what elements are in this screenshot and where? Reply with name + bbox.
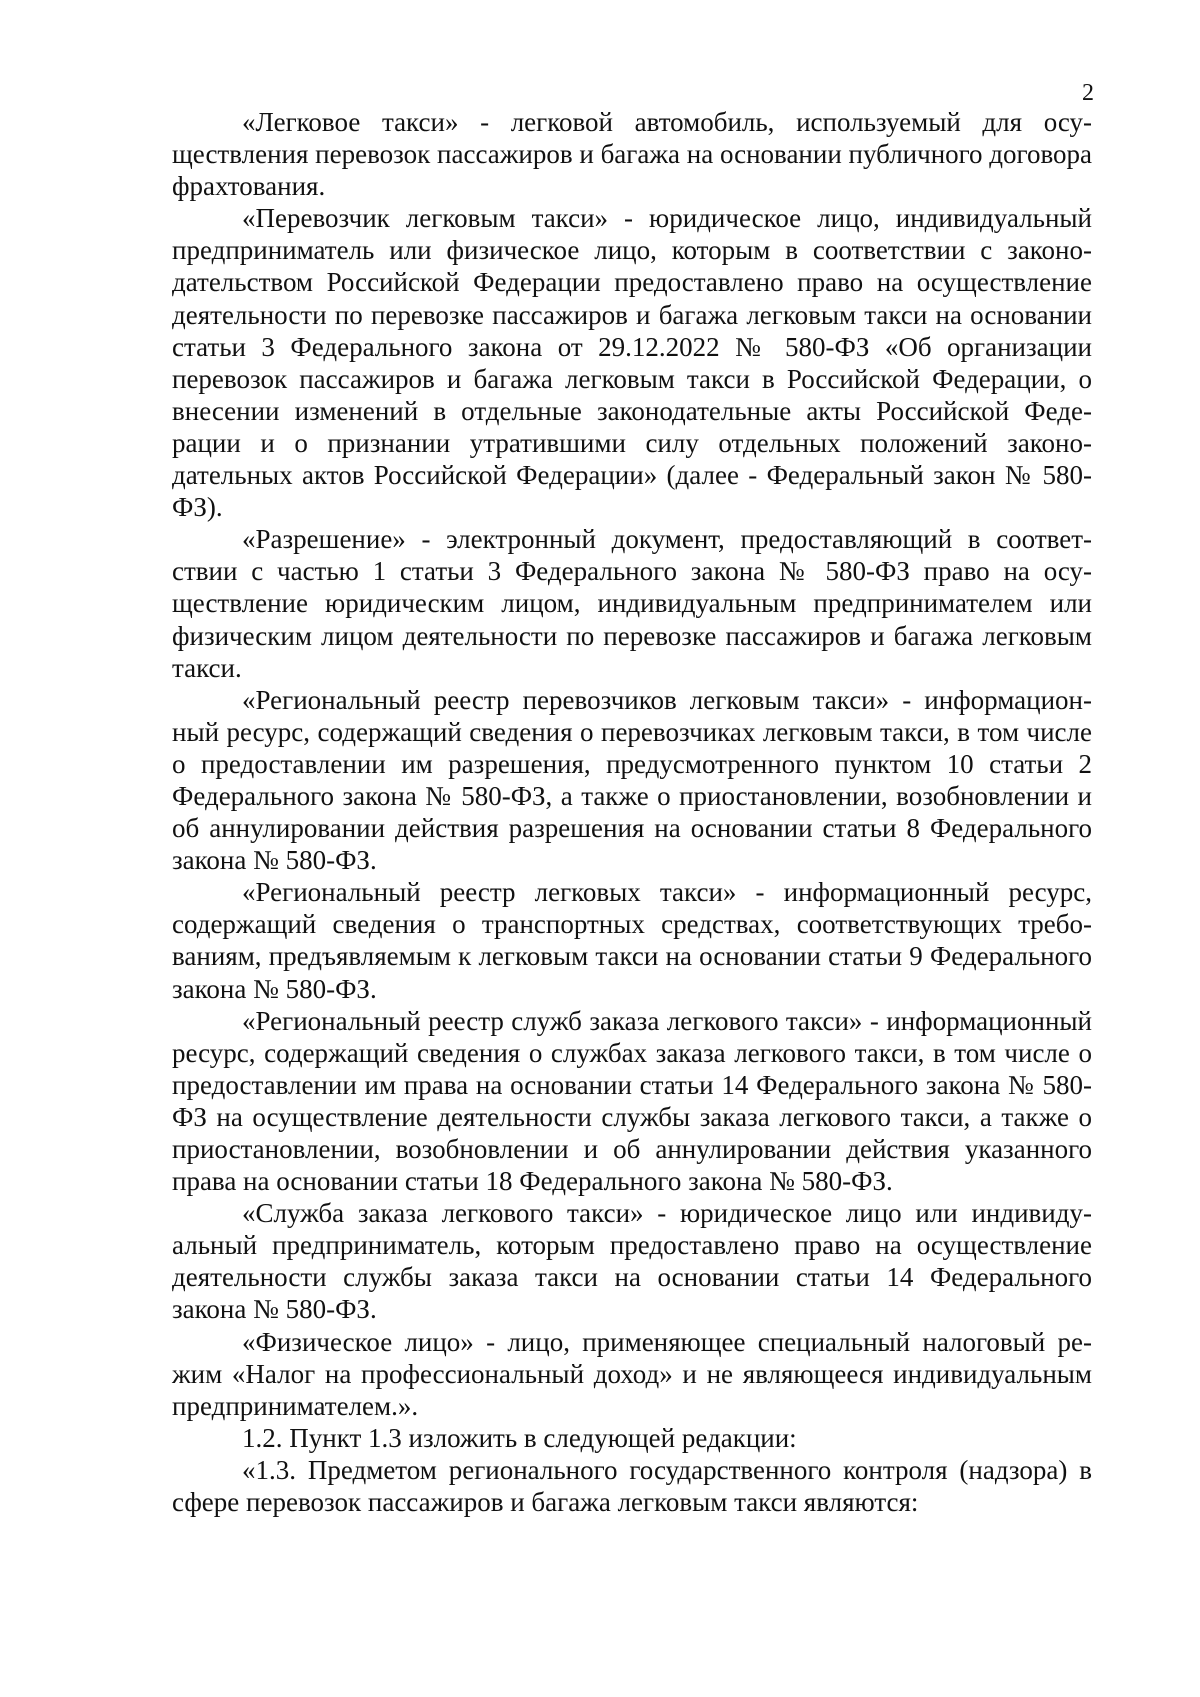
definition-carrier-registry: «Региональный реестр перевозчиков легковым такси» - информационный ресурс, содержащий сведения о перевозчиках легковым такси, в том числе о предоставлении им разрешения, предусмотренного пунктом 10 статьи 2 Федерального закона № 580-ФЗ, а также о приостановлении, возобновлении и об аннулировании действия разрешения на основании статьи 8 Федерального закона № 580-ФЗ.: [172, 684, 1092, 876]
page-number: 2: [1082, 80, 1094, 106]
definition-dispatch-service-registry: «Региональный реестр служб заказа легкового такси» - информационный ресурс, содержащий сведения о службах заказа легкового такси, в том числе о предоставлении им права на основании статьи 14 Федерального закона № 580-ФЗ на осуществление деятельности службы заказа легкового такси, а также о приостановлении, возобновлении и об аннулировании действия указанного права на основании статьи 18 Федерального закона № 580-ФЗ.: [172, 1005, 1092, 1197]
definition-passenger-taxi: «Легковое такси» - легковой автомобиль, используемый для осуществления перевозок пассажиров и багажа на основании публичного договора фрахтования.: [172, 107, 1092, 202]
amendment-clause: 1.2. Пункт 1.3 изложить в следующей редакции:: [242, 1422, 797, 1453]
clause-1-3-text: «1.3. Предметом регионального государственного контроля (надзора) в сфере перевозок пассажиров и багажа легковым такси являются:: [172, 1454, 1092, 1518]
document-body: [172, 106, 1092, 1518]
definition-taxi-registry: «Региональный реестр легковых такси» - информационный ресурс, содержащий сведения о транспортных средствах, соответствующих требованиям, предъявляемым к легковым такси на основании статьи 9 Федерального закона № 580-ФЗ.: [172, 877, 1092, 1004]
definition-taxi-carrier: «Перевозчик легковым такси» - юридическое лицо, индивидуальный предприниматель или физическое лицо, которым в соответствии с законодательством Российской Федерации предоставлено право на осуществление деятельности по перевозке пассажиров и багажа легковым такси на основании статьи 3 Федерального закона от 29.12.2022 № 580-ФЗ «Об организации перевозок пассажиров и багажа легковым такси в Российской Федерации, о внесении изменений в отдельные законодательные акты Российской Федерации и о признании утратившими силу отдельных положений законодательных актов Российской Федерации» (далее - Федеральный закон № 580-ФЗ).: [172, 203, 1092, 523]
definition-dispatch-service: «Служба заказа легкового такси» - юридическое лицо или индивидуальный предприниматель, которым предоставлено право на осуществление деятельности службы заказа такси на основании статьи 14 Федерального закона № 580-ФЗ.: [172, 1198, 1092, 1325]
definition-permit: «Разрешение» - электронный документ, предоставляющий в соответствии с частью 1 статьи 3 Федерального закона № 580-ФЗ право на осуществление юридическим лицом, индивидуальным предпринимателем или физическим лицом деятельности по перевозке пассажиров и багажа легковым такси.: [172, 524, 1092, 683]
definition-individual: «Физическое лицо» - лицо, применяющее специальный налоговый режим «Налог на профессиональный доход» и не являющееся индивидуальным предпринимателем.».: [172, 1326, 1092, 1421]
